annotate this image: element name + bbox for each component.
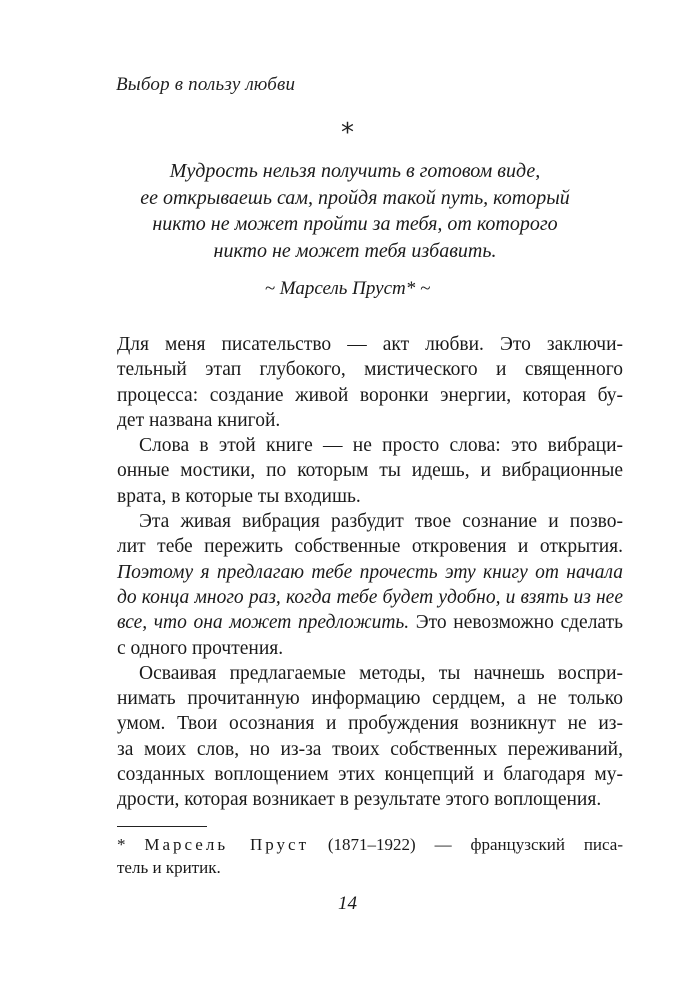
body-text <box>117 332 623 813</box>
text-line: созданных воплощением этих концепций и благодаря му- <box>117 764 623 786</box>
footnote <box>117 833 623 879</box>
text-line: Осваивая предлагаемые методы, ты начнешь воспри- <box>139 662 623 684</box>
text-line: за моих слов, но из-за твоих собственных переживаний, <box>117 738 623 760</box>
footnote-line: тель и критик. <box>117 858 221 877</box>
text-line-italic <box>117 585 623 610</box>
epigraph <box>120 158 590 264</box>
text-line: умом. Твои осознания и пробуждения возникнут не из- <box>117 713 623 735</box>
text-line: дет названа книгой. <box>117 409 281 431</box>
text-line: с одного прочтения. <box>117 637 284 659</box>
text-line: Слова в этой книге — не просто слова: это вибраци- <box>139 435 623 457</box>
page-number: 14 <box>338 893 357 914</box>
text-line: врата, в которые ты входишь. <box>117 485 361 507</box>
text-line: онные мостики, по которым ты идешь, и вибрационные <box>117 460 623 482</box>
footnote-text: (1871–1922) — французский писа- <box>309 835 623 854</box>
italic-text: все, что она может предложить. <box>117 612 410 634</box>
epigraph-attribution: ~ Марсель Пруст* ~ <box>264 278 431 299</box>
footnote-rule <box>117 826 207 827</box>
footnote-name: Марсель Пруст <box>144 835 309 854</box>
epigraph-line: ее открываешь сам, пройдя такой путь, который <box>140 186 570 209</box>
epigraph-line: никто не может пройти за тебя, от которого <box>152 213 558 235</box>
text-line: Эта живая вибрация разбудит твое сознание и позво- <box>139 511 623 533</box>
epigraph-line: Мудрость нельзя получить в готовом виде, <box>169 160 541 182</box>
italic-text: до конца много раз, когда тебе будет удобно, и взять из нее <box>117 586 623 608</box>
text-line-italic <box>117 560 623 585</box>
epigraph-line: никто не может тебя избавить. <box>213 239 497 262</box>
text-line: Для меня писательство — акт любви. Это заключи- <box>117 334 623 355</box>
text-line: тельный этап глубокого, мистического и священного <box>117 359 623 381</box>
text-line-mixed <box>117 610 623 635</box>
text-line: нимать прочитанную информацию сердцем, а не только <box>117 688 623 710</box>
footnote-line <box>117 833 623 856</box>
asterism: * <box>341 118 354 148</box>
text-line: дрости, которая возникает в результате этого воплощения. <box>117 789 602 811</box>
text-line: лит тебе пережить собственные откровения и открытия. <box>117 536 623 558</box>
italic-text: Поэтому я предлагаю тебе прочесть эту книгу от начала <box>117 561 623 583</box>
running-head: Выбор в пользу любви <box>116 74 296 95</box>
regular-text: Это невозможно сделать <box>409 612 623 634</box>
footnote-marker: * <box>117 835 145 854</box>
text-line: процесса: создание живой воронки энергии, которая бу- <box>117 384 623 406</box>
